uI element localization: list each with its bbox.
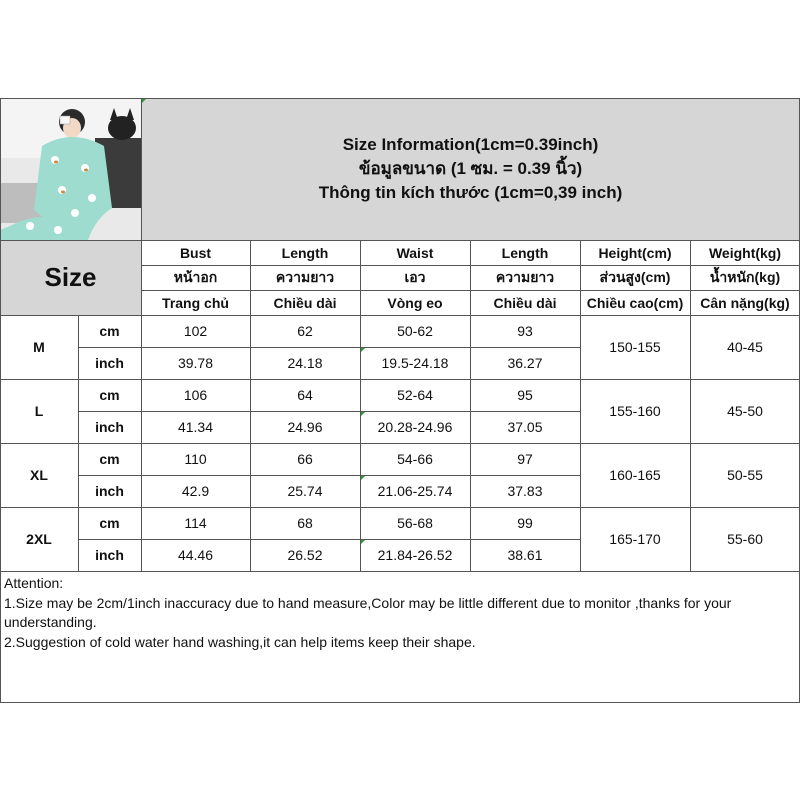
header-waist-en: Waist <box>396 244 434 261</box>
unit-cm: cm <box>99 451 120 467</box>
m-length2-cm: 93 <box>517 323 533 339</box>
grid-line <box>78 315 79 571</box>
l-length-inch: 24.96 <box>287 419 323 435</box>
header-length-th: ความยาว <box>275 268 335 285</box>
unit-cm: cm <box>99 515 120 531</box>
2xl-waist-cm: 56-68 <box>397 515 433 531</box>
l-weight: 45-50 <box>727 403 763 419</box>
size-label-xl: XL <box>30 467 48 483</box>
product-photo <box>0 98 141 240</box>
grid-line <box>360 240 361 571</box>
2xl-length-cm: 68 <box>297 515 313 531</box>
cell-marker <box>361 476 365 480</box>
grid-line <box>580 240 581 571</box>
title-block <box>141 98 800 240</box>
attention-heading: Attention: <box>4 575 64 591</box>
cell-marker <box>361 348 365 352</box>
size-chart <box>0 98 800 703</box>
cell-marker <box>361 540 365 544</box>
m-waist-inch: 19.5-24.18 <box>381 355 449 371</box>
size-label-m: M <box>33 339 45 355</box>
attention-line-1: 1.Size may be 2cm/1inch inaccuracy due to hand measure,Color may be little different due to monitor ,thanks for your understanding. <box>4 594 732 630</box>
2xl-weight: 55-60 <box>727 531 763 547</box>
header-length2-vi: Chiều dài <box>493 294 557 311</box>
cell-marker <box>361 412 365 416</box>
size-label-2xl: 2XL <box>26 531 52 547</box>
2xl-height: 165-170 <box>609 531 661 547</box>
m-length2-inch: 36.27 <box>507 355 543 371</box>
attention-line-2: 2.Suggestion of cold water hand washing,it can help items keep their shape. <box>4 633 476 650</box>
grid-line <box>0 702 800 703</box>
grid-line <box>0 443 800 444</box>
xl-bust-cm: 110 <box>184 451 207 467</box>
xl-length-inch: 25.74 <box>287 483 323 499</box>
grid-line <box>0 571 800 572</box>
grid-line <box>78 347 580 348</box>
grid-line <box>0 315 800 316</box>
cell-marker <box>142 99 146 103</box>
2xl-length2-inch: 38.61 <box>507 547 543 563</box>
m-height: 150-155 <box>609 339 661 355</box>
xl-length2-inch: 37.83 <box>507 483 543 499</box>
header-height-vi: Chiều cao(cm) <box>586 294 684 311</box>
header-length-vi: Chiều dài <box>273 294 337 311</box>
grid-line <box>0 507 800 508</box>
header-length-en: Length <box>281 244 329 261</box>
title-thai: ข้อมูลขนาด (1 ซม. = 0.39 นิ้ว) <box>358 159 583 178</box>
grid-line <box>690 240 691 571</box>
size-label-l: L <box>34 403 44 419</box>
person-in-pajamas-image <box>0 98 141 240</box>
unit-cm: cm <box>99 387 120 403</box>
header-length2-en: Length <box>501 244 549 261</box>
unit-inch: inch <box>95 547 124 563</box>
size-column-heading: Size <box>44 262 97 292</box>
xl-weight: 50-55 <box>727 467 763 483</box>
title-english: Size Information(1cm=0.39inch) <box>342 135 599 154</box>
header-height-th: ส่วนสูง(cm) <box>599 268 671 285</box>
xl-waist-inch: 21.06-25.74 <box>377 483 453 499</box>
grid-line <box>78 411 580 412</box>
m-bust-cm: 102 <box>183 323 208 339</box>
header-waist-vi: Vòng eo <box>387 294 443 311</box>
2xl-length2-cm: 99 <box>517 515 533 531</box>
xl-length2-cm: 97 <box>517 451 533 467</box>
l-bust-inch: 41.34 <box>177 419 214 435</box>
l-waist-cm: 52-64 <box>397 387 433 403</box>
unit-cm: cm <box>99 323 120 339</box>
header-weight-th: น้ำหนัก(kg) <box>709 268 781 285</box>
title-vietnamese: Thông tin kích thước (1cm=0,39 inch) <box>318 183 623 202</box>
header-length2-th: ความยาว <box>495 268 555 285</box>
xl-length-cm: 66 <box>297 451 313 467</box>
header-bust-vi: Trang chủ <box>162 294 229 311</box>
unit-inch: inch <box>95 419 124 435</box>
header-bust-th: หน้าอก <box>173 268 218 285</box>
grid-line <box>470 240 471 571</box>
grid-line <box>0 98 1 703</box>
2xl-waist-inch: 21.84-26.52 <box>377 547 453 563</box>
grid-line <box>0 98 800 99</box>
m-waist-cm: 50-62 <box>397 323 433 339</box>
l-height: 155-160 <box>609 403 661 419</box>
header-weight-vi: Cân nặng(kg) <box>700 294 790 311</box>
header-bust-en: Bust <box>179 244 212 261</box>
m-bust-inch: 39.78 <box>177 355 214 371</box>
grid-line <box>141 98 142 571</box>
l-waist-inch: 20.28-24.96 <box>377 419 453 435</box>
header-height-en: Height(cm) <box>598 244 672 261</box>
l-length2-inch: 37.05 <box>507 419 543 435</box>
header-waist-th: เอว <box>404 268 426 285</box>
grid-line <box>0 379 800 380</box>
grid-line <box>78 539 580 540</box>
grid-line <box>0 240 800 241</box>
unit-inch: inch <box>95 355 124 371</box>
m-weight: 40-45 <box>727 339 763 355</box>
2xl-bust-cm: 114 <box>184 515 207 531</box>
2xl-length-inch: 26.52 <box>287 547 323 563</box>
header-weight-en: Weight(kg) <box>708 244 782 261</box>
m-length-inch: 24.18 <box>287 355 323 371</box>
xl-height: 160-165 <box>609 467 661 483</box>
m-length-cm: 62 <box>297 323 313 339</box>
l-length-cm: 64 <box>297 387 313 403</box>
unit-inch: inch <box>95 483 124 499</box>
grid-line <box>250 240 251 571</box>
l-length2-cm: 95 <box>517 387 533 403</box>
xl-waist-cm: 54-66 <box>397 451 433 467</box>
l-bust-cm: 106 <box>183 387 208 403</box>
attention-notes <box>4 574 796 652</box>
grid-line <box>78 475 580 476</box>
2xl-bust-inch: 44.46 <box>177 547 214 563</box>
xl-bust-inch: 42.9 <box>181 483 210 499</box>
